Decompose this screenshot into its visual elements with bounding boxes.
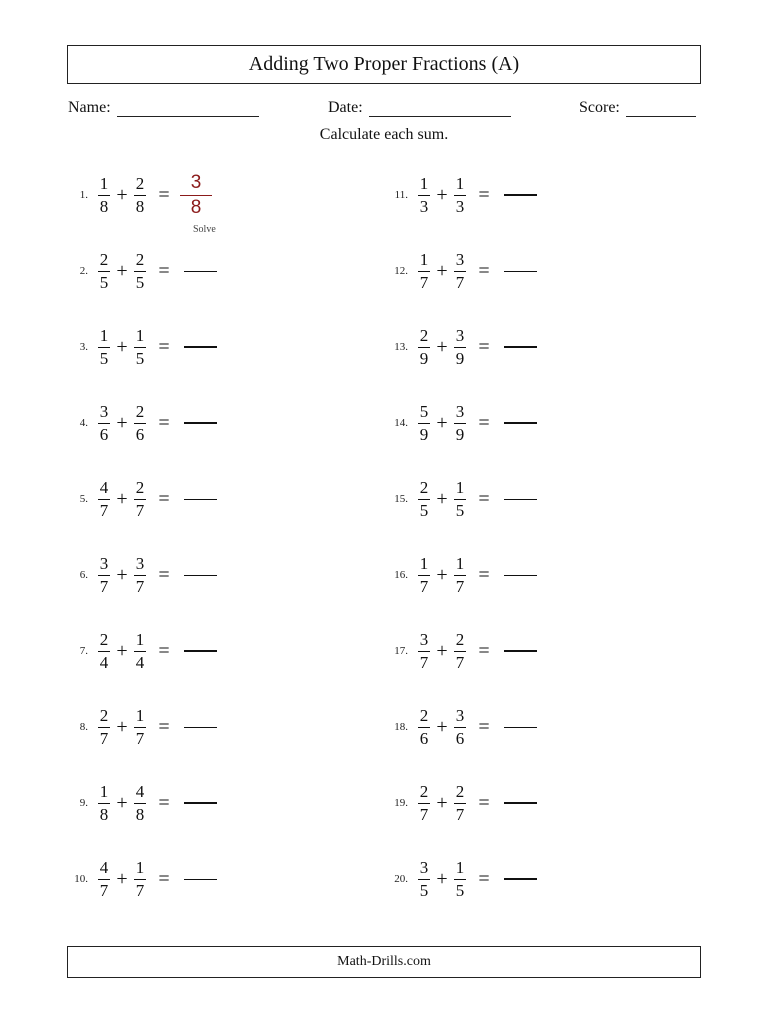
problem-17 — [380, 621, 537, 681]
date-label: Date: — [328, 99, 363, 116]
equals-sign: = — [158, 715, 170, 738]
first-addend — [96, 554, 112, 597]
equals-sign: = — [478, 563, 490, 586]
plus-sign: + — [436, 411, 448, 434]
numerator: 3 — [135, 553, 145, 573]
fraction-bar — [454, 575, 466, 576]
denominator: 8 — [135, 196, 145, 216]
second-addend — [452, 478, 468, 521]
answer-blank[interactable] — [504, 422, 537, 424]
second-addend — [132, 478, 148, 521]
denominator: 7 — [419, 652, 429, 672]
denominator: 5 — [419, 500, 429, 520]
numerator: 2 — [135, 477, 145, 497]
first-addend — [416, 630, 432, 673]
second-addend — [452, 250, 468, 293]
denominator: 5 — [455, 880, 465, 900]
numerator: 1 — [455, 857, 465, 877]
answer-blank[interactable] — [504, 878, 537, 880]
numerator: 3 — [455, 705, 465, 725]
answer-blank[interactable] — [184, 499, 217, 500]
fraction-bar — [98, 195, 110, 196]
first-addend — [416, 554, 432, 597]
numerator: 3 — [455, 249, 465, 269]
second-addend — [452, 326, 468, 369]
instructions: Calculate each sum. — [319, 126, 449, 143]
denominator: 7 — [455, 576, 465, 596]
name-input-line[interactable] — [117, 94, 259, 117]
plus-sign: + — [436, 639, 448, 662]
answer-blank[interactable] — [184, 346, 217, 348]
problem-13 — [380, 317, 537, 377]
problem-2 — [60, 241, 217, 301]
denominator: 9 — [419, 348, 429, 368]
numerator: 2 — [455, 629, 465, 649]
second-addend — [452, 402, 468, 445]
first-addend — [416, 706, 432, 749]
fraction-bar — [98, 575, 110, 576]
denominator: 7 — [455, 652, 465, 672]
second-addend — [452, 630, 468, 673]
problem-10 — [60, 849, 217, 909]
equals-sign: = — [478, 867, 490, 890]
fraction-bar — [454, 347, 466, 348]
fraction-bar — [98, 651, 110, 652]
fraction-bar — [418, 423, 430, 424]
problem-number: 15. — [394, 493, 408, 505]
first-addend — [416, 402, 432, 445]
denominator: 6 — [455, 728, 465, 748]
plus-sign: + — [116, 639, 128, 662]
equals-sign: = — [158, 411, 170, 434]
numerator: 4 — [135, 781, 145, 801]
plus-sign: + — [116, 487, 128, 510]
fraction-bar — [418, 727, 430, 728]
answer-blank[interactable] — [504, 271, 537, 272]
second-addend — [452, 706, 468, 749]
fraction-bar — [454, 803, 466, 804]
numerator: 2 — [99, 629, 109, 649]
problem-number: 12. — [394, 265, 408, 277]
plus-sign: + — [116, 183, 128, 206]
answer-blank[interactable] — [504, 650, 537, 652]
equals-sign: = — [478, 183, 490, 206]
problem-number: 17. — [394, 645, 408, 657]
plus-sign: + — [116, 791, 128, 814]
denominator: 6 — [135, 424, 145, 444]
solve-link[interactable]: Solve — [193, 224, 216, 235]
numerator: 3 — [455, 401, 465, 421]
equals-sign: = — [158, 487, 170, 510]
answer-fraction-bar — [180, 195, 212, 196]
answer-blank[interactable] — [184, 802, 217, 804]
fraction-bar — [134, 347, 146, 348]
denominator: 7 — [455, 804, 465, 824]
fraction-bar — [418, 347, 430, 348]
problem-number: 1. — [79, 189, 88, 201]
denominator: 7 — [135, 576, 145, 596]
problem-9 — [60, 773, 217, 833]
answer-blank[interactable] — [504, 575, 537, 576]
denominator: 7 — [135, 728, 145, 748]
first-addend — [416, 478, 432, 521]
fraction-bar — [418, 271, 430, 272]
second-addend — [452, 782, 468, 825]
numerator: 1 — [135, 325, 145, 345]
denominator: 9 — [455, 348, 465, 368]
denominator: 5 — [135, 348, 145, 368]
fraction-bar — [134, 651, 146, 652]
denominator: 5 — [419, 880, 429, 900]
numerator: 3 — [419, 629, 429, 649]
first-addend — [96, 174, 112, 217]
first-addend — [96, 858, 112, 901]
denominator: 8 — [99, 196, 109, 216]
fraction-bar — [418, 195, 430, 196]
denominator: 6 — [99, 424, 109, 444]
answer-blank[interactable] — [504, 194, 537, 196]
numerator: 1 — [99, 325, 109, 345]
denominator: 7 — [419, 272, 429, 292]
first-addend — [96, 706, 112, 749]
second-addend — [452, 174, 468, 217]
equals-sign: = — [158, 791, 170, 814]
plus-sign: + — [436, 335, 448, 358]
numerator: 4 — [99, 477, 109, 497]
problem-number: 7. — [79, 645, 88, 657]
equals-sign: = — [478, 335, 490, 358]
problem-number: 9. — [79, 797, 88, 809]
fraction-bar — [134, 803, 146, 804]
second-addend — [132, 706, 148, 749]
answer-blank[interactable] — [504, 346, 537, 348]
score-label: Score: — [579, 99, 620, 116]
footer-box — [67, 946, 701, 978]
fraction-bar — [418, 879, 430, 880]
problem-number: 6. — [79, 569, 88, 581]
fraction-bar — [98, 271, 110, 272]
footer-text: Math-Drills.com — [337, 954, 431, 969]
problem-number: 19. — [394, 797, 408, 809]
numerator: 2 — [135, 401, 145, 421]
numerator: 1 — [135, 629, 145, 649]
first-addend — [96, 478, 112, 521]
plus-sign: + — [436, 715, 448, 738]
plus-sign: + — [436, 867, 448, 890]
answer-blank[interactable] — [184, 575, 217, 576]
numerator: 2 — [99, 705, 109, 725]
numerator: 1 — [135, 857, 145, 877]
first-addend — [416, 782, 432, 825]
answer-blank[interactable] — [184, 422, 217, 424]
fraction-bar — [418, 651, 430, 652]
numerator: 2 — [135, 173, 145, 193]
first-addend — [96, 782, 112, 825]
numerator: 1 — [419, 249, 429, 269]
plus-sign: + — [436, 183, 448, 206]
first-addend — [416, 858, 432, 901]
denominator: 3 — [455, 196, 465, 216]
problem-20 — [380, 849, 537, 909]
answer-blank[interactable] — [184, 650, 217, 652]
fraction-bar — [134, 195, 146, 196]
answer-blank[interactable] — [504, 727, 537, 728]
denominator: 7 — [99, 728, 109, 748]
numerator: 5 — [419, 401, 429, 421]
first-addend — [96, 250, 112, 293]
numerator: 3 — [99, 401, 109, 421]
answer-blank[interactable] — [504, 499, 537, 500]
first-addend — [416, 326, 432, 369]
fraction-bar — [98, 347, 110, 348]
equals-sign: = — [158, 183, 170, 206]
equals-sign: = — [478, 259, 490, 282]
problem-3 — [60, 317, 217, 377]
problem-number: 16. — [394, 569, 408, 581]
fraction-bar — [454, 879, 466, 880]
denominator: 7 — [135, 500, 145, 520]
denominator: 5 — [135, 272, 145, 292]
equals-sign: = — [478, 639, 490, 662]
problem-7 — [60, 621, 217, 681]
problem-number: 8. — [79, 721, 88, 733]
second-addend — [452, 858, 468, 901]
fraction-bar — [454, 499, 466, 500]
denominator: 4 — [99, 652, 109, 672]
denominator: 5 — [99, 272, 109, 292]
plus-sign: + — [116, 715, 128, 738]
equals-sign: = — [478, 487, 490, 510]
fraction-bar — [134, 499, 146, 500]
second-addend — [132, 250, 148, 293]
problem-number: 10. — [74, 873, 88, 885]
title-box — [67, 45, 701, 84]
second-addend — [132, 326, 148, 369]
numerator: 3 — [455, 325, 465, 345]
second-addend — [132, 554, 148, 597]
problem-8 — [60, 697, 217, 757]
problem-5 — [60, 469, 217, 529]
plus-sign: + — [116, 867, 128, 890]
denominator: 7 — [99, 880, 109, 900]
problem-6 — [60, 545, 217, 605]
answer-numerator: 3 — [190, 171, 202, 193]
page-title: Adding Two Proper Fractions (A) — [248, 53, 520, 75]
second-addend — [132, 402, 148, 445]
first-addend — [96, 630, 112, 673]
plus-sign: + — [436, 259, 448, 282]
fraction-bar — [418, 575, 430, 576]
numerator: 2 — [135, 249, 145, 269]
numerator: 1 — [99, 781, 109, 801]
first-addend — [96, 402, 112, 445]
first-addend — [416, 250, 432, 293]
plus-sign: + — [116, 335, 128, 358]
denominator: 8 — [99, 804, 109, 824]
fraction-bar — [98, 423, 110, 424]
plus-sign: + — [436, 487, 448, 510]
problem-18 — [380, 697, 537, 757]
problem-number: 11. — [394, 189, 408, 201]
fraction-bar — [134, 879, 146, 880]
denominator: 4 — [135, 652, 145, 672]
answer-blank[interactable] — [184, 879, 217, 880]
answer-denominator: 8 — [190, 196, 202, 218]
plus-sign: + — [116, 563, 128, 586]
denominator: 3 — [419, 196, 429, 216]
denominator: 5 — [99, 348, 109, 368]
numerator: 4 — [99, 857, 109, 877]
equals-sign: = — [158, 867, 170, 890]
numerator: 2 — [99, 249, 109, 269]
numerator: 2 — [419, 705, 429, 725]
fraction-bar — [454, 195, 466, 196]
denominator: 7 — [99, 500, 109, 520]
problem-16 — [380, 545, 537, 605]
answer-fraction — [179, 172, 213, 219]
numerator: 1 — [135, 705, 145, 725]
denominator: 7 — [419, 576, 429, 596]
date-field — [328, 94, 511, 117]
denominator: 9 — [419, 424, 429, 444]
fraction-bar — [134, 271, 146, 272]
fraction-bar — [98, 803, 110, 804]
problem-14 — [380, 393, 537, 453]
date-input-line[interactable] — [369, 94, 511, 117]
numerator: 1 — [419, 173, 429, 193]
problem-number: 14. — [394, 417, 408, 429]
numerator: 2 — [419, 781, 429, 801]
denominator: 7 — [455, 272, 465, 292]
first-addend — [96, 326, 112, 369]
fraction-bar — [454, 271, 466, 272]
denominator: 8 — [135, 804, 145, 824]
problem-12 — [380, 241, 537, 301]
answer-blank[interactable] — [504, 802, 537, 804]
equals-sign: = — [158, 259, 170, 282]
fraction-bar — [454, 651, 466, 652]
plus-sign: + — [436, 563, 448, 586]
fraction-bar — [454, 423, 466, 424]
numerator: 1 — [455, 477, 465, 497]
fraction-bar — [418, 803, 430, 804]
numerator: 1 — [419, 553, 429, 573]
numerator: 1 — [99, 173, 109, 193]
name-field — [68, 94, 259, 117]
numerator: 2 — [419, 477, 429, 497]
equals-sign: = — [158, 563, 170, 586]
plus-sign: + — [116, 259, 128, 282]
denominator: 7 — [419, 804, 429, 824]
problem-number: 13. — [394, 341, 408, 353]
fraction-bar — [134, 727, 146, 728]
score-field — [579, 94, 696, 117]
problem-1 — [60, 165, 213, 225]
second-addend — [132, 782, 148, 825]
problem-number: 18. — [394, 721, 408, 733]
numerator: 3 — [99, 553, 109, 573]
equals-sign: = — [478, 411, 490, 434]
equals-sign: = — [158, 335, 170, 358]
denominator: 9 — [455, 424, 465, 444]
numerator: 3 — [419, 857, 429, 877]
problem-number: 20. — [394, 873, 408, 885]
denominator: 7 — [99, 576, 109, 596]
fraction-bar — [98, 499, 110, 500]
second-addend — [132, 174, 148, 217]
problem-19 — [380, 773, 537, 833]
equals-sign: = — [158, 639, 170, 662]
fraction-bar — [134, 423, 146, 424]
denominator: 6 — [419, 728, 429, 748]
problem-15 — [380, 469, 537, 529]
score-input-line[interactable] — [626, 94, 696, 117]
problem-number: 3. — [79, 341, 88, 353]
equals-sign: = — [478, 715, 490, 738]
problem-4 — [60, 393, 217, 453]
problem-11 — [380, 165, 537, 225]
numerator: 2 — [419, 325, 429, 345]
problem-number: 5. — [79, 493, 88, 505]
fraction-bar — [98, 727, 110, 728]
numerator: 2 — [455, 781, 465, 801]
fraction-bar — [454, 727, 466, 728]
plus-sign: + — [436, 791, 448, 814]
second-addend — [132, 630, 148, 673]
name-label: Name: — [68, 99, 111, 116]
fraction-bar — [418, 499, 430, 500]
answer-blank[interactable] — [184, 727, 217, 728]
second-addend — [452, 554, 468, 597]
denominator: 5 — [455, 500, 465, 520]
answer-blank[interactable] — [184, 271, 217, 272]
problem-number: 2. — [79, 265, 88, 277]
fraction-bar — [98, 879, 110, 880]
numerator: 1 — [455, 553, 465, 573]
problem-number: 4. — [79, 417, 88, 429]
second-addend — [132, 858, 148, 901]
equals-sign: = — [478, 791, 490, 814]
fraction-bar — [134, 575, 146, 576]
numerator: 1 — [455, 173, 465, 193]
first-addend — [416, 174, 432, 217]
denominator: 7 — [135, 880, 145, 900]
plus-sign: + — [116, 411, 128, 434]
